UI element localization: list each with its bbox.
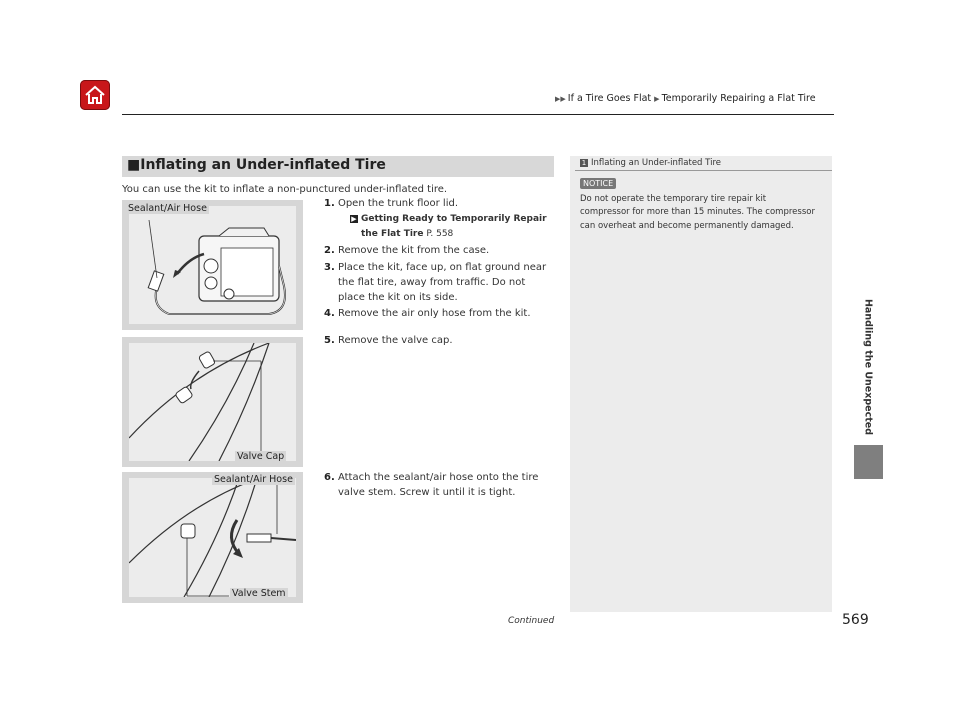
notes-title-text: Inflating an Under-inflated Tire (591, 158, 721, 168)
figure-background (129, 206, 296, 324)
page-number: 569 (842, 612, 869, 628)
step-number: 3. (324, 262, 335, 273)
breadcrumb-item-repair[interactable]: Temporarily Repairing a Flat Tire (661, 93, 816, 104)
step-3 (324, 260, 556, 305)
valve-cap-illustration (129, 343, 296, 461)
section-title (127, 157, 386, 173)
home-icon[interactable] (80, 80, 110, 110)
notes-divider (575, 170, 832, 171)
step-number: 1. (324, 198, 335, 209)
valve-stem-illustration (129, 478, 296, 597)
figure-label-valve-cap: Valve Cap (237, 451, 285, 462)
step-text: Place the kit, face up, on flat ground near (337, 262, 547, 273)
figure-label-valve-stem: Valve Stem (232, 588, 286, 599)
figure-label-sealant-hose: Sealant/Air Hose (214, 474, 293, 485)
chapter-tab-marker[interactable] (854, 445, 883, 479)
cross-reference-link[interactable] (350, 212, 560, 242)
figure-label-sealant-hose: Sealant/Air Hose (128, 203, 207, 214)
section-title-text: Inflating an Under-inflated Tire (140, 157, 386, 173)
reference-page: P. 558 (426, 229, 454, 239)
step-number: 2. (324, 245, 335, 256)
reference-arrow-icon: ▶ (351, 215, 357, 223)
breadcrumb-arrow-icon: ▶ (654, 95, 660, 103)
step-number: 5. (324, 335, 335, 346)
step-1 (324, 196, 556, 211)
header-rule (122, 114, 834, 115)
notice-text: Do not operate the temporary tire repair kit compressor for more than 15 minutes. The compressor can overheat and become permanently damaged. (580, 194, 815, 231)
figure-background (129, 478, 296, 597)
notes-marker-icon: 1 (581, 159, 587, 167)
reference-title: Getting Ready to Temporarily Repair (361, 214, 547, 224)
step-text: Remove the valve cap. (337, 335, 453, 346)
step-text: Remove the kit from the case. (337, 245, 490, 256)
step-2 (324, 243, 556, 258)
step-text-cont: valve stem. Screw it until it is tight. (338, 487, 516, 498)
step-4 (324, 306, 556, 321)
step-text: Attach the sealant/air hose onto the tire (337, 472, 539, 483)
figure-valve-cap (122, 337, 303, 467)
breadcrumb-arrow-icon: ▶▶ (555, 95, 566, 103)
step-5 (324, 333, 556, 348)
step-6 (324, 470, 556, 500)
figure-repair-kit (122, 200, 303, 330)
reference-title-cont: the Flat Tire (361, 229, 424, 239)
notes-title (580, 158, 721, 168)
step-text-cont: place the kit on its side. (338, 292, 458, 303)
step-text: Open the trunk floor lid. (337, 198, 459, 209)
figure-background (129, 343, 296, 461)
intro-text: You can use the kit to inflate a non-punctured under-inflated tire. (122, 184, 448, 195)
chapter-side-label (843, 292, 893, 442)
chapter-side-label-text: Handling the Unexpected (862, 298, 874, 436)
continued-label: Continued (508, 616, 555, 626)
step-text: Remove the air only hose from the kit. (337, 308, 531, 319)
repair-kit-illustration (129, 206, 296, 324)
notice-badge: NOTICE (580, 178, 616, 189)
step-number: 4. (324, 308, 335, 319)
step-number: 6. (324, 472, 335, 483)
section-square-icon: ■ (127, 157, 141, 173)
figure-valve-stem (122, 472, 303, 603)
breadcrumb (555, 93, 816, 104)
step-text-cont: the flat tire, away from traffic. Do not (338, 277, 526, 288)
breadcrumb-item-flat-tire[interactable]: If a Tire Goes Flat (567, 93, 652, 104)
